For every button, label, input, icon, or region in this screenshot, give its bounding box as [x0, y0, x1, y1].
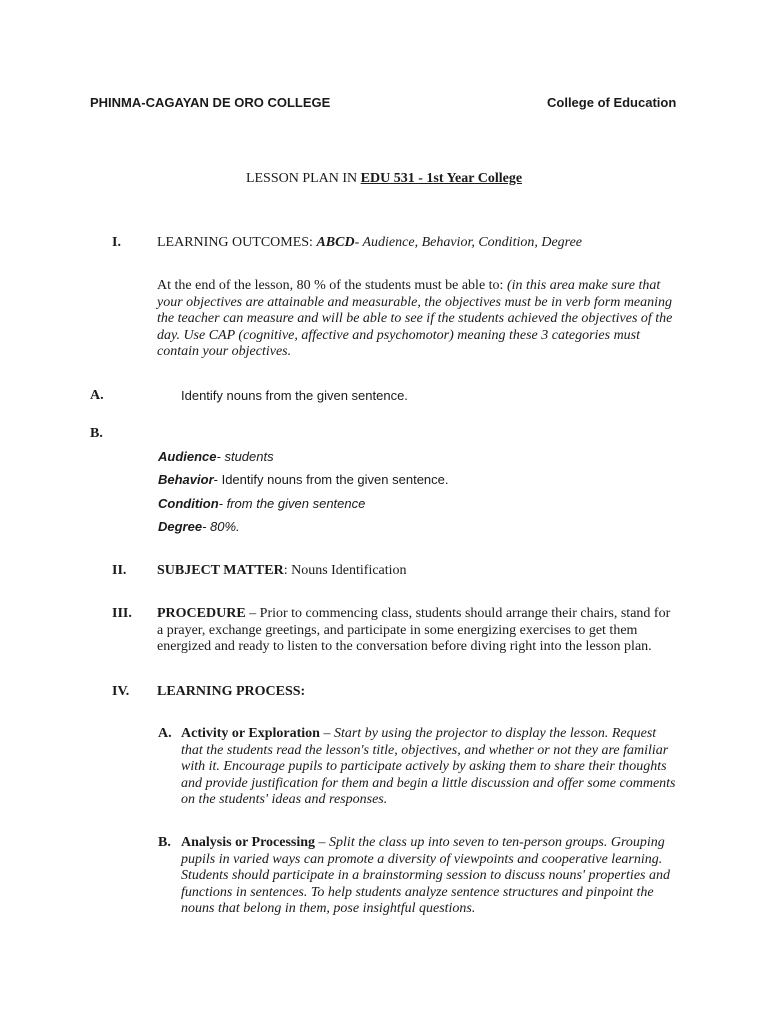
- objective-a-text: Identify nouns from the given sentence.: [181, 388, 408, 403]
- subject-matter-value: : Nouns Identification: [283, 563, 407, 578]
- objective-b-letter: B.: [90, 426, 103, 441]
- college-name: College of Education: [547, 95, 677, 110]
- analysis-label: Analysis or Processing: [181, 835, 316, 850]
- audience-label: Audience: [158, 449, 217, 464]
- abcd-label: ABCD: [316, 235, 355, 250]
- condition-label: Condition: [158, 496, 219, 511]
- behavior-value: - Identify nouns from the given sentence.: [213, 472, 449, 487]
- condition-line: [158, 496, 365, 511]
- condition-value: - from the given sentence: [218, 496, 366, 511]
- procedure-paragraph: [157, 606, 677, 656]
- analysis-dash: –: [315, 835, 330, 850]
- lesson-plan-title: [0, 171, 768, 187]
- learning-outcomes-heading: [157, 235, 582, 252]
- degree-line: [158, 519, 240, 534]
- section-iii-numeral: III.: [112, 606, 132, 621]
- activity-paragraph: [181, 726, 679, 809]
- abcd-description: - Audience, Behavior, Condition, Degree: [354, 235, 583, 250]
- section-ii-numeral: II.: [112, 563, 127, 578]
- section-iv-numeral: IV.: [112, 684, 130, 699]
- analysis-paragraph: [181, 835, 679, 918]
- audience-line: [158, 449, 274, 464]
- analysis-letter: B.: [158, 835, 171, 850]
- analysis-text: Split the class up into seven to ten-person groups. Grouping pupils in varied ways can promote a diversity of viewpoints and cooperative learning. Students should participate in a brainstorming session to discuss nouns' properties and functions in sentences. To help students analyze sentence structures and pinpoint the nouns that belong in them, pose insightful questions.: [181, 835, 670, 916]
- outcomes-note: (in this area make sure that your objectives are attainable and measurable, the objectives must be in verb form meaning the teacher can measure and will be able to see if the students achieved the objectives of the day. Use CAP (cognitive, affective and psychomotor) meaning these 3 categories must contain your objectives.: [157, 278, 673, 359]
- procedure-label: PROCEDURE: [157, 606, 246, 621]
- school-name: PHINMA-CAGAYAN DE ORO COLLEGE: [90, 95, 331, 110]
- degree-label: Degree: [158, 519, 203, 534]
- outcomes-intro: At the end of the lesson, 80 % of the students must be able to:: [157, 278, 507, 293]
- section-i-numeral: I.: [112, 235, 121, 250]
- activity-label: Activity or Exploration: [181, 726, 320, 741]
- audience-value: - students: [216, 449, 274, 464]
- behavior-label: Behavior: [158, 472, 214, 487]
- degree-value: - 80%.: [202, 519, 240, 534]
- subject-matter-label: SUBJECT MATTER: [157, 563, 284, 578]
- objective-a-letter: A.: [90, 388, 104, 403]
- behavior-line: [158, 472, 449, 487]
- outcomes-paragraph: [157, 278, 677, 361]
- activity-letter: A.: [158, 726, 172, 741]
- activity-dash: –: [319, 726, 334, 741]
- title-prefix: LESSON PLAN IN: [245, 171, 361, 186]
- procedure-text: – Prior to commencing class, students should arrange their chairs, stand for a prayer, exchange greetings, and participate in some energizing exercises to get them energized and ready to listen to the conversation before diving right into the lesson plan.: [157, 606, 671, 654]
- learning-outcomes-label: LEARNING OUTCOMES:: [157, 235, 317, 250]
- subject-matter-line: [157, 563, 407, 580]
- activity-text: Start by using the projector to display the lesson. Request that the students read the lesson's title, objectives, and whether or not they are familiar with it. Encourage pupils to participate actively by asking them to share their thoughts and provide justification for them and begin a little discussion and offer some comments on the students' ideas and responses.: [181, 726, 676, 807]
- learning-process-heading: LEARNING PROCESS:: [157, 684, 306, 699]
- course-title: EDU 531 - 1st Year College: [360, 171, 523, 186]
